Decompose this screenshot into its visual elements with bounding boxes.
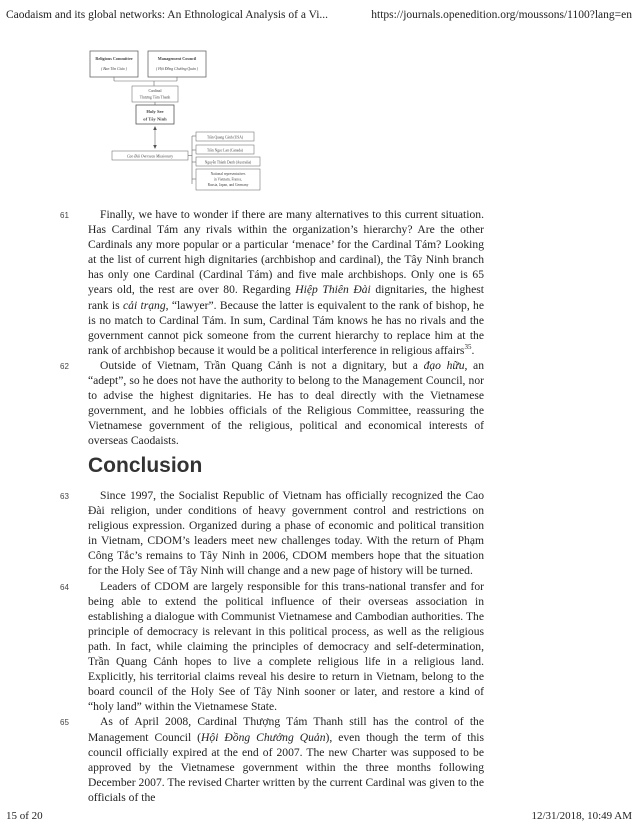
management-council-vn-label: ( Hội Đồng Chưởng Quản )	[155, 67, 199, 71]
text-segment: As of April 2008, Cardinal Thượng Tám Thanh still has the control of the Management Council (	[88, 715, 484, 744]
document-title: Caodaism and its global networks: An Ethnological Analysis of a Vi...	[6, 9, 329, 21]
arrow-down-icon	[153, 145, 157, 149]
paragraph-number: 65	[60, 718, 69, 728]
paragraph	[60, 714, 485, 805]
text-segment: .	[471, 343, 475, 357]
text-segment: Leaders of CDOM are largely responsible for this trans-national transfer and for being able to extend the political influence of their overseas association in establishing a dialogue with Communist Vietnamese and Cambodian authorities. The principle of democracy is relevant in this political process, as well as the religious path. In fact, while claiming the principles of democracy and self-determination, Trần Quang Cảnh hopes to live a complete religious life in a religious land. Explicitly, his territorial claims reveal his desire to return in Vietnam, belong to the board council of the Holy See of Tây Ninh sooner or later, and restore a kind of “holy land” within the Vietnamese State.	[88, 579, 484, 714]
cardinal-name-label: Thượng Tâm Thanh	[139, 95, 171, 100]
paragraph-number: 63	[60, 492, 69, 501]
italic-term: Hiệp Thiên Đài	[295, 283, 371, 297]
page-url[interactable]: https://journals.openedition.org/moussons/1100?lang=en	[371, 9, 632, 21]
body-text-top	[60, 207, 485, 449]
paragraph	[60, 579, 484, 715]
paragraph-number: 64	[60, 582, 69, 592]
print-datetime: 12/31/2018, 10:49 AM	[531, 810, 632, 822]
organization-diagram	[84, 48, 274, 198]
organization-diagram-svg	[84, 48, 274, 198]
management-council-box	[148, 51, 206, 77]
page-counter: 15 of 20	[6, 810, 43, 822]
text-segment: Finally, we have to wonder if there are many alternatives to this current situation. Has Cardinal Tám any rivals within the organization’s hierarchy? Are the other Cardinals any more popular or a particular ‘menace’ for the Cardinal Tám? Looking at the list of current high dignitaries (archbishop and cardinal), the Tây Ninh branch has only one Cardinal (Cardinal Tám) and five male archbishops. Only one is 65 years old, the rest are over 80. Regarding	[88, 208, 484, 297]
text-segment: , an “adept”, so he does not have the authority to belong to the Management Council, nor to advise the highest dignitaries. He has to deal directly with the Vietnamese government, and he lobbies officials of the Religious Committee, reassuring the Vietnamese government of the religious, political and economical interests of overseas Caodaists.	[88, 358, 484, 448]
rep-canada-label: Trần Ngọc Lan (Canada)	[207, 148, 243, 153]
italic-term: Hội Đồng Chưởng Quản	[201, 730, 326, 744]
religious-committee-vn-label: ( Ban Tôn Giáo )	[101, 67, 127, 71]
arrow-up-icon	[153, 126, 157, 130]
cardinal-label: Cardinal	[148, 89, 162, 93]
rep-usa-label: Trần Quang Cảnh (USA)	[206, 135, 244, 140]
footnote-ref[interactable]: 35	[464, 342, 472, 351]
body-text-bottom	[60, 488, 485, 805]
text-segment: dignitaries, the highest rank is	[88, 283, 484, 312]
rep-national-label-3: Russia, Japan, and Germany	[207, 183, 249, 187]
paragraph	[60, 358, 484, 449]
religious-committee-label: Religious Committee	[95, 56, 133, 61]
religious-committee-box	[90, 51, 138, 77]
holy-see-label: Holy See	[146, 109, 164, 114]
conclusion-heading: Conclusion	[88, 454, 203, 477]
overseas-mission-label: Cao Đài Overseas Missionary	[126, 154, 174, 159]
paragraph-number: 62	[60, 361, 69, 371]
holy-see-place-label: of Tây Ninh	[143, 116, 167, 122]
rep-australia-label: Nguyễn Thành Danh (Australia)	[204, 160, 252, 165]
italic-term: cải trạng	[123, 298, 166, 312]
paragraph	[60, 488, 484, 579]
italic-term: đạo hữu	[423, 358, 465, 372]
text-segment: Since 1997, the Socialist Republic of Vietnam has officially recognized the Cao Đài religion, under conditions of heavy government control and restrictions on religious expression. Organized during a phase of economic and political transition in Vietnam, CDOM’s leaders meet new challenges today. With the return of Phạm Công Tắc’s remains to Tây Ninh in 2006, CDOM members hope that the situation for the Holy See of Tây Ninh will change and a new page of history will be turned.	[88, 489, 484, 578]
paragraph-number: 61	[60, 211, 69, 220]
text-segment: Outside of Vietnam, Trần Quang Cảnh is not a dignitary, but a	[100, 358, 424, 372]
management-council-label: Management Council	[157, 56, 197, 61]
paragraph	[60, 207, 485, 358]
text-segment: ), even though the term of this council officially expired at the end of 2007. The new Charter was supposed to be approved by the Vietnamese government within the three months following December 2007. The revised Charter written by the current Cardinal was given to the officials of the	[88, 730, 485, 804]
rep-national-label-2: in Vietnam, France,	[213, 177, 243, 182]
rep-national-label-1: National representatives	[210, 172, 246, 176]
text-segment: , “lawyer”. Because the latter is equivalent to the rank of bishop, he is no match to Cardinal Tám. In sum, Cardinal Tám knows he has no rivals and the government cannot pick someone from the current hierarchy to replace him at the rank of archbishop because it would be a political interference in religious affairs	[88, 298, 485, 357]
